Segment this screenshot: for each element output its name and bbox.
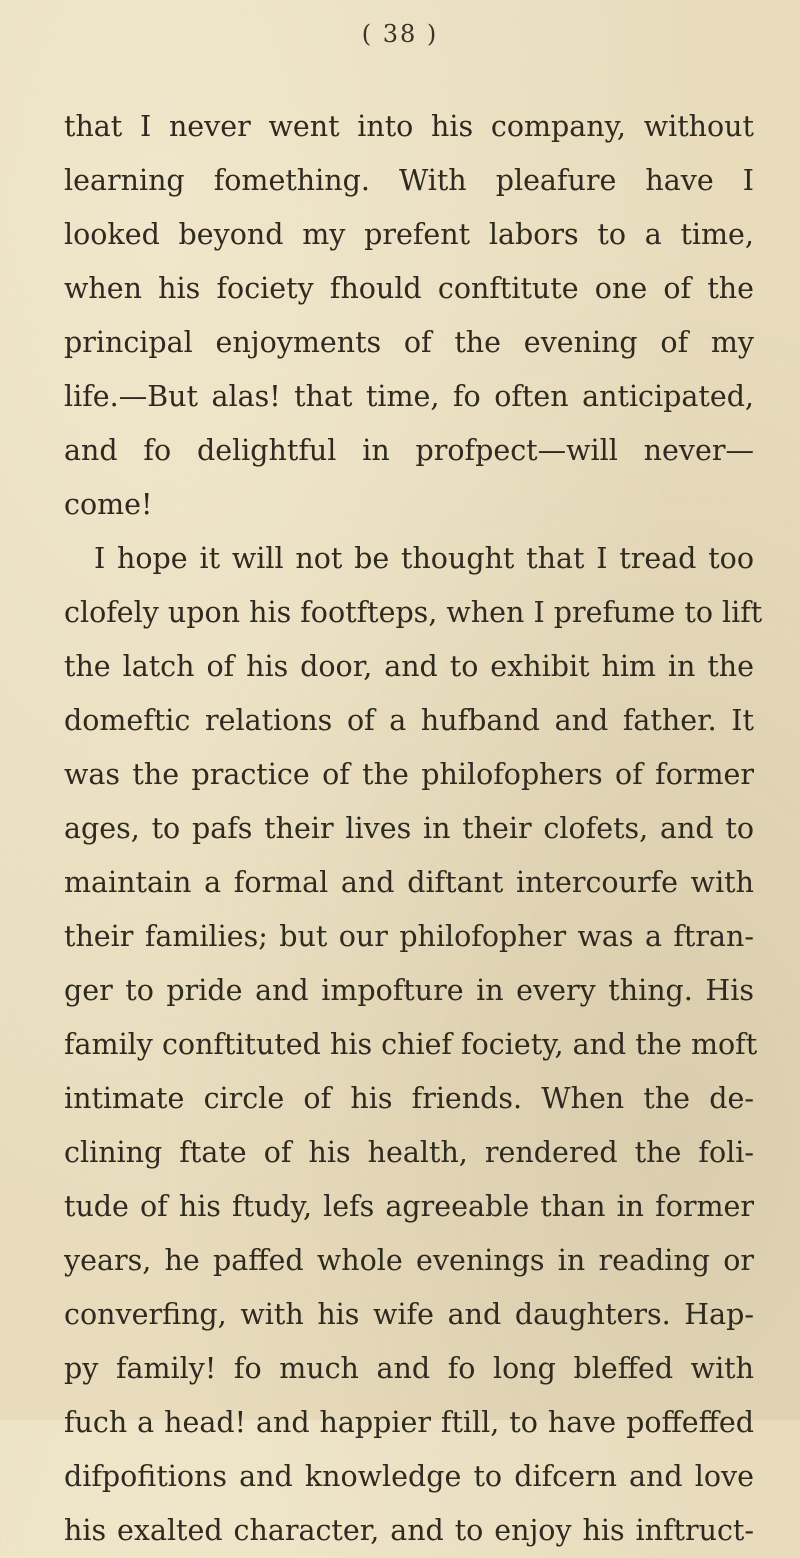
text-line: I hope it will not be thought that I tread too <box>94 542 754 575</box>
text-line: when his fociety fhould conftitute one of the <box>64 272 754 305</box>
text-line: clining ftate of his health, rendered the foli- <box>64 1136 754 1169</box>
text-line: and fo delightful in profpect—will never— <box>64 434 754 467</box>
text-line: fuch a head! and happier ftill, to have poffeffed <box>64 1406 754 1439</box>
text-line: come! <box>64 488 153 521</box>
text-line: tude of his ftudy, lefs agreeable than in former <box>64 1190 754 1223</box>
text-line: converfing, with his wife and daughters. Hap- <box>64 1298 754 1331</box>
text-line: was the practice of the philofophers of former <box>64 758 754 791</box>
text-line: life.—But alas! that time, fo often anticipated, <box>64 380 754 413</box>
text-line: looked beyond my prefent labors to a time, <box>64 218 754 251</box>
text-line: domeftic relations of a hufband and father. It <box>64 704 754 737</box>
text-line: their families; but our philofopher was a ftran- <box>64 920 754 953</box>
text-line: ages, to pafs their lives in their clofets, and to <box>64 812 754 845</box>
text-line: maintain a formal and diftant intercourfe with <box>64 866 754 899</box>
text-line: the latch of his door, and to exhibit him in the <box>64 650 754 683</box>
text-line: clofely upon his footfteps, when I prefume to lift <box>64 596 763 629</box>
text-line: his exalted character, and to enjoy his inftruct- <box>64 1514 754 1547</box>
body-text <box>64 100 763 1558</box>
text-line: intimate circle of his friends. When the de- <box>64 1082 754 1115</box>
text-line: difpofitions and knowledge to difcern and love <box>64 1460 754 1493</box>
text-line: principal enjoyments of the evening of my <box>64 326 754 359</box>
text-line: py family! fo much and fo long bleffed with <box>64 1352 754 1385</box>
page-number: ( 38 ) <box>361 20 439 48</box>
text-line: learning fomething. With pleafure have I <box>64 164 754 197</box>
text-line: that I never went into his company, without <box>64 110 754 143</box>
text-line: ger to pride and impofture in every thing. His <box>64 974 754 1007</box>
text-line: family conftituted his chief fociety, and the moft <box>64 1028 758 1061</box>
text-line: years, he paffed whole evenings in reading or <box>64 1244 754 1277</box>
